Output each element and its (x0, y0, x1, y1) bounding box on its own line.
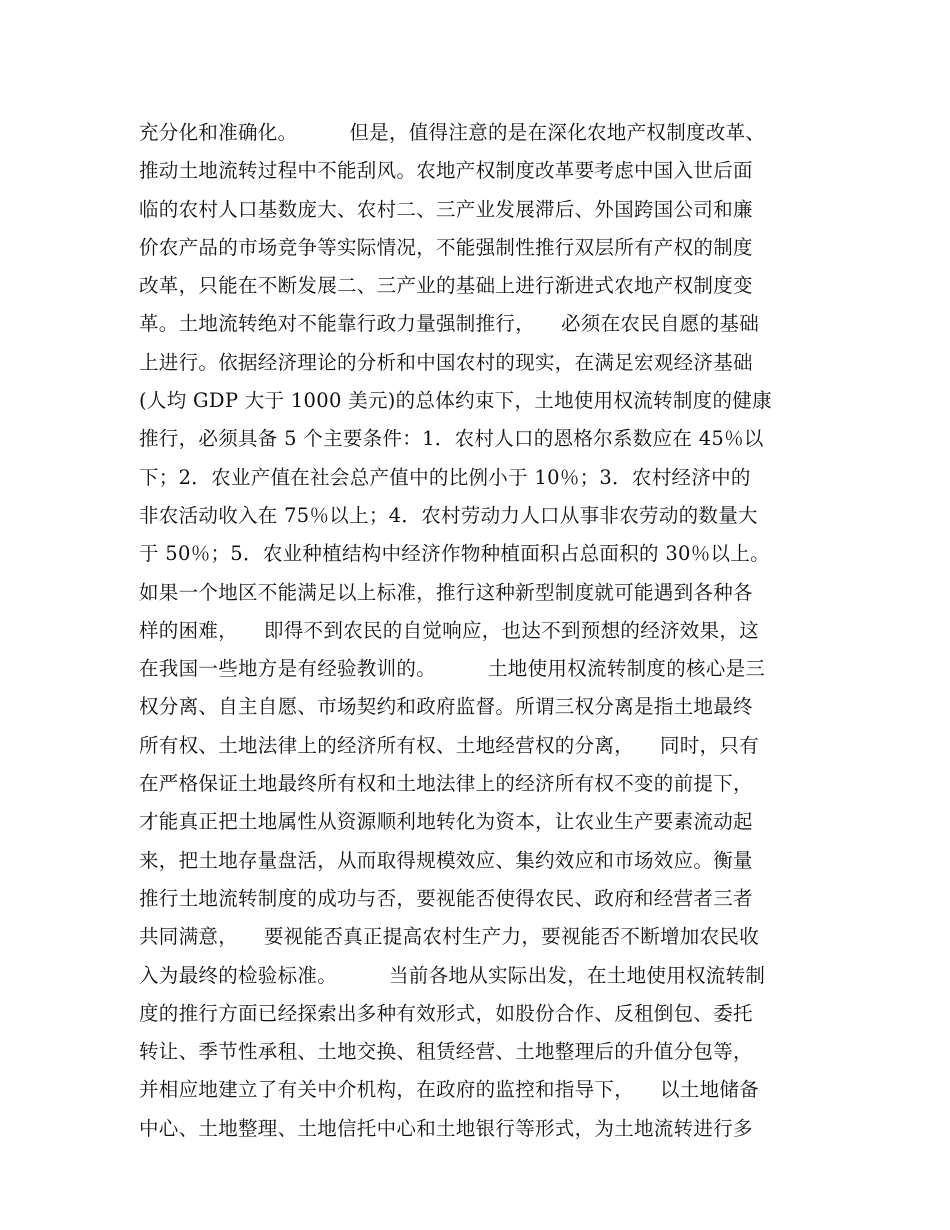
text-line: 中心、土地整理、土地信托中心和土地银行等形式，为土地流转进行多 (139, 1116, 753, 1140)
text-line: 于 50％；5．农业种植结构中经济作物种植面积占总面积的 30％以上。 (139, 542, 770, 566)
text-line: 推行土地流转制度的成功与否，要视能否使得农民、政府和经营者三者 (139, 886, 753, 910)
text-line: 权分离、自主自愿、市场契约和政府监督。所谓三权分离是指土地最终 (139, 695, 753, 719)
text-line: 上进行。依据经济理论的分析和中国农村的现实，在满足宏观经济基础 (139, 350, 753, 374)
text-line: (人均 GDP 大于 1000 美元)的总体约束下，土地使用权流转制度的健康 (139, 389, 772, 413)
text-line: 推行，必须具备 5 个主要条件：1．农村人口的恩格尔系数应在 45％以 (139, 427, 764, 451)
text-line: 非农活动收入在 75％以上；4．农村劳动力人口从事非农劳动的数量大 (139, 503, 758, 527)
text-line: 革。土地流转绝对不能靠行政力量强制推行， 必须在农民自愿的基础 (139, 312, 759, 336)
text-line: 转让、季节性承租、土地交换、租赁经营、土地整理后的升值分包等， (139, 1040, 753, 1064)
text-line: 样的困难， 即得不到农民的自觉响应，也达不到预想的经济效果，这 (139, 618, 759, 642)
text-line: 入为最终的检验标准。 当前各地从实际出发，在土地使用权流转制 (139, 963, 766, 987)
text-line: 临的农村人口基数庞大、农村二、三产业发展滞后、外国跨国公司和廉 (139, 197, 753, 221)
text-line: 并相应地建立了有关中介机构，在政府的监控和指导下， 以土地储备 (139, 1078, 759, 1102)
text-line: 所有权、土地法律上的经济所有权、土地经营权的分离， 同时，只有 (139, 733, 759, 757)
text-line: 共同满意， 要视能否真正提高农村生产力，要视能否不断增加农民收 (139, 925, 759, 949)
text-line: 改革，只能在不断发展二、三产业的基础上进行渐进式农地产权制度变 (139, 274, 753, 298)
body-paragraph (139, 114, 829, 1148)
text-line: 如果一个地区不能满足以上标准，推行这种新型制度就可能遇到各种各 (139, 580, 753, 604)
text-line: 在我国一些地方是有经验教训的。 土地使用权流转制度的核心是三 (139, 657, 766, 681)
text-line: 才能真正把土地属性从资源顺利地转化为资本，让农业生产要素流动起 (139, 810, 753, 834)
text-line: 度的推行方面已经探索出多种有效形式，如股份合作、反租倒包、委托 (139, 1001, 753, 1025)
text-line: 来，把土地存量盘活，从而取得规模效应、集约效应和市场效应。衡量 (139, 848, 753, 872)
text-line: 下；2．农业产值在社会总产值中的比例小于 10％；3．农村经济中的 (139, 465, 751, 489)
text-line: 推动土地流转过程中不能刮风。农地产权制度改革要考虑中国入世后面 (139, 159, 753, 183)
text-line: 在严格保证土地最终所有权和土地法律上的经济所有权不变的前提下， (139, 772, 753, 796)
text-line: 充分化和准确化。 但是，值得注意的是在深化农地产权制度改革、 (139, 121, 766, 144)
text-line: 价农产品的市场竞争等实际情况，不能强制性推行双层所有产权的制度 (139, 235, 753, 259)
